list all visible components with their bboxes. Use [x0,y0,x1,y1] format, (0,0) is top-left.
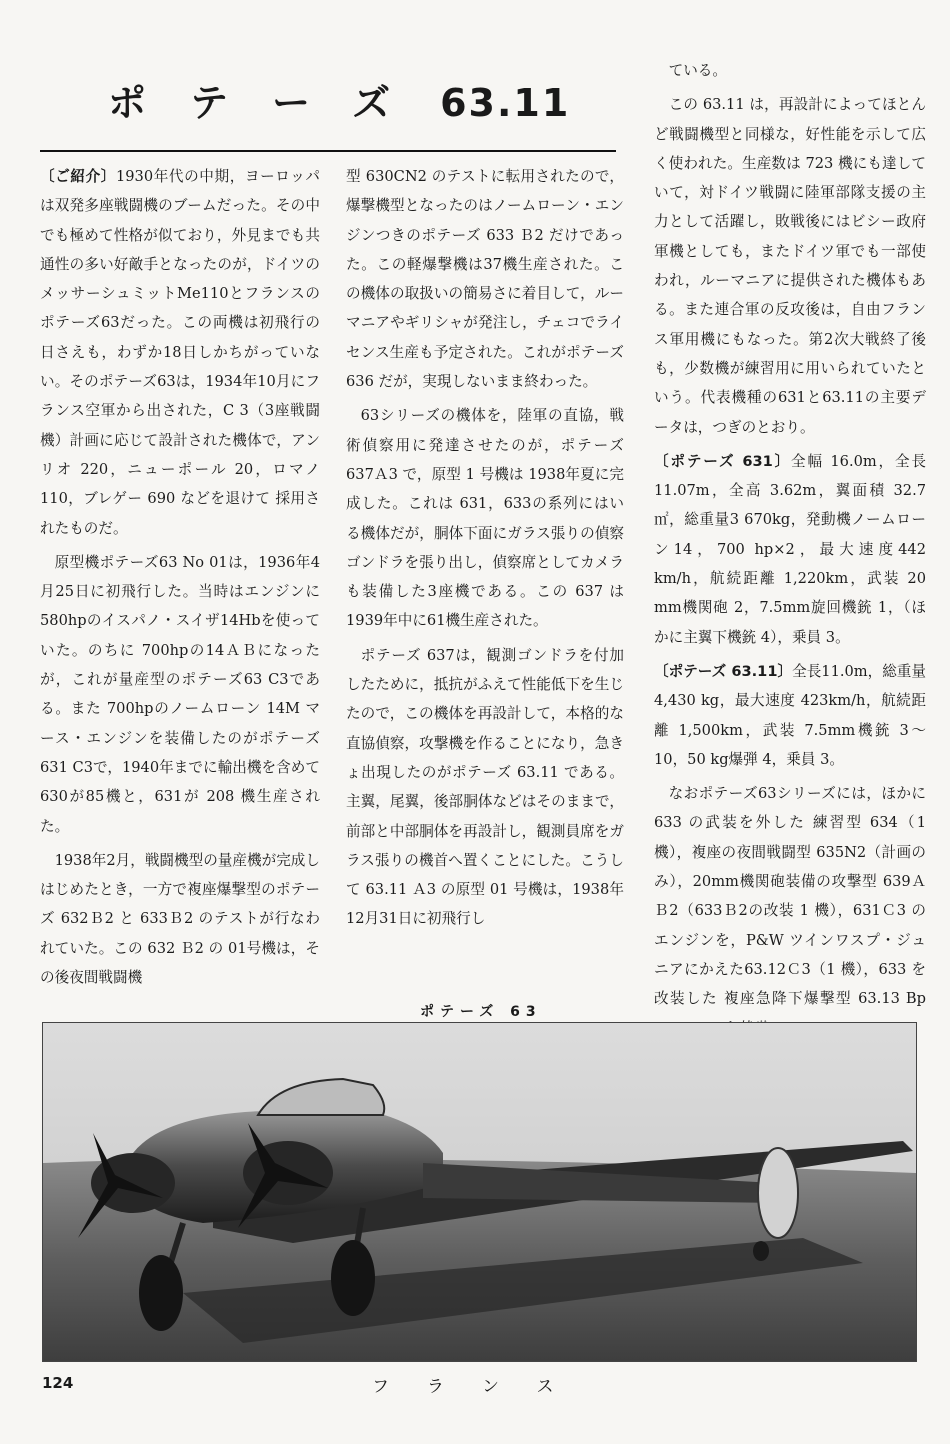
page-title [108,72,571,127]
paragraph [40,162,320,543]
spec-block [654,657,926,774]
paragraph: 1938年2月，戦闘機型の量産機が完成しはじめたとき，一方で複座爆撃型のポテーズ 632Ｂ2 と 633Ｂ2 のテストが行なわれていた。この 632 Ｂ2 の 01号機は，その後夜間戦闘機 [40,851,320,987]
title-model-number: 63.11 [440,81,571,125]
paragraph: ている。 [668,62,727,79]
spec-text-63-11: 全長11.0m，総重量 4,430 kg，最大速度 423km/h，航続距離 1,500km，武装 7.5mm機銃 3～10，50 kg爆弾 4，乗員 3。 [654,662,926,768]
paragraph: 型 630CN2 のテストに転用されたので，爆撃機型となったのはノームローン・エンジンつきのポテーズ 633 Ｂ2 だけであった。この軽爆撃機は37機生産された。この機体の取扱いの簡易さに着目して，ルーマニアやギリシャが発注し，チェコでライセンス生産も予定された。これがポテーズ 636 だが，実現しないまま終わった。 [346,168,624,391]
aircraft-photo [42,1022,917,1362]
title-rule [40,150,616,152]
spec-text-631: 全幅 16.0m，全長 11.07m，全高 3.62m，翼面積 32.7㎡，総重量3 670kg，発動機ノームローン14，700 hp×2，最大速度442 km/h，航続距離 1,220km，武装 20 mm機関砲 2，7.5mm旋回機銃 1，（ほかに主翼下機銃 4），乗員 3。 [654,452,926,646]
photo-caption: ポテーズ 63 [420,1004,542,1020]
paragraph: なおポテーズ63シリーズには，ほかに 633 の武装を外した 練習型 634（1 機），複座の夜間戦闘型 635N2（計画のみ），20mm機関砲装備の攻撃型 639ＡＢ2（633Ｂ2の改装 1 機），631Ｃ3 のエンジンを，P&W ツインワスプ・ジュニアにかえた63.12Ｃ3（1 機），633 を改装した 複座急降下爆撃型 63.13 Bp [654,785,926,1008]
spec-heading-631: 〔ポテーズ 631〕 [654,452,792,470]
paragraph: ポテーズ 637は，観測ゴンドラを付加したために，抵抗がふえて性能低下を生じたので，この機体を再設計して，本格的な直協偵察，攻撃機を作ることになり，急きょ出現したのがポテーズ 63.11 である。主翼，尾翼，後部胴体などはそのままで，前部と中部胴体を再設計し，観測員席をガラス張りの機首へ置くことにした。こうして 63.11 Ａ3 の原型 01 号機は，1938年12月31日に初飛行し [346,646,624,928]
spec-block [654,447,926,652]
paragraph: 原型機ポテーズ63 No 01は，1936年4月25日に初飛行した。当時はエンジンに580hpのイスパノ・スイザ14Hbを使っていた。のちに 700hpの14ＡＢになったが，これが量産型のポテーズ63 C3である。また 700hpのノームローン 14M マース・エンジンを装備したのがポテーズ 631 C3で，1940年までに輸出機を含めて 630が85機と，631が 208 機生産された。 [40,553,320,835]
paragraph-text: 1930年代の中期，ヨーロッパは双発多座戦闘機のブームだった。その中でも極めて性格が似ており，外見までも共通性の多い好敵手となったのが，ドイツのメッサーシュミットMe110とフランスのポテーズ63だった。この両機は初飛行の日さえも，わずか18日しかちがっていない。そのポテーズ63は，1934年10月にフランス空軍から出された，C 3（3座戦闘機）計画に応じて設計された機体で，アンリオ 220，ニューポール 20，ロマノ 110，ブレゲー 690 などを退けて 採用されたものだ。 [40,168,320,537]
text-column-3 [654,56,926,1043]
section-heading-introduction: 〔ご紹介〕 [40,168,116,185]
page-number: 124 [42,1374,74,1392]
paragraph: 63シリーズの機体を，陸軍の直協，戦術偵察用に発達させたのが，ポテーズ 637Ａ3 で，原型 1 号機は 1938年夏に完成した。これは 631，633の系列にはいる機体だが，胴体下面にガラス張りの偵察ゴンドラを張り出し，偵察席としてカメラも装備した3座機である。この 637 は1939年中に61機生産された。 [346,407,624,630]
tail-wheel [753,1241,769,1261]
paragraph: この 63.11 は，再設計によってほとんど戦闘機型と同様な，好性能を示して広く使われた。生産数は 723 機にも達していて，対ドイツ戦闘に陸軍部隊支援の主力として活躍し，敗戦後にはビシー政府軍機としても，またドイツ軍でも一部使われ，ルーマニアに提供された機体もある。また連合軍の反攻後は，自由フランス軍用機にもなった。第2次大戦終了後も，少数機が練習用に用いられていたという。代表機種の631と63.11の主要データは，つぎのとおり。 [654,96,926,436]
aircraft-photo-illustration [43,1023,916,1361]
text-column-2 [346,162,624,934]
spec-heading-63-11: 〔ポテーズ 63.11〕 [654,662,793,680]
title-japanese: ポテーズ [108,81,435,125]
wheel-left [139,1255,183,1331]
wheel-right [331,1240,375,1316]
section-footer: フランス [372,1377,592,1397]
tail-fin [758,1148,798,1238]
text-column-1 [40,162,320,992]
